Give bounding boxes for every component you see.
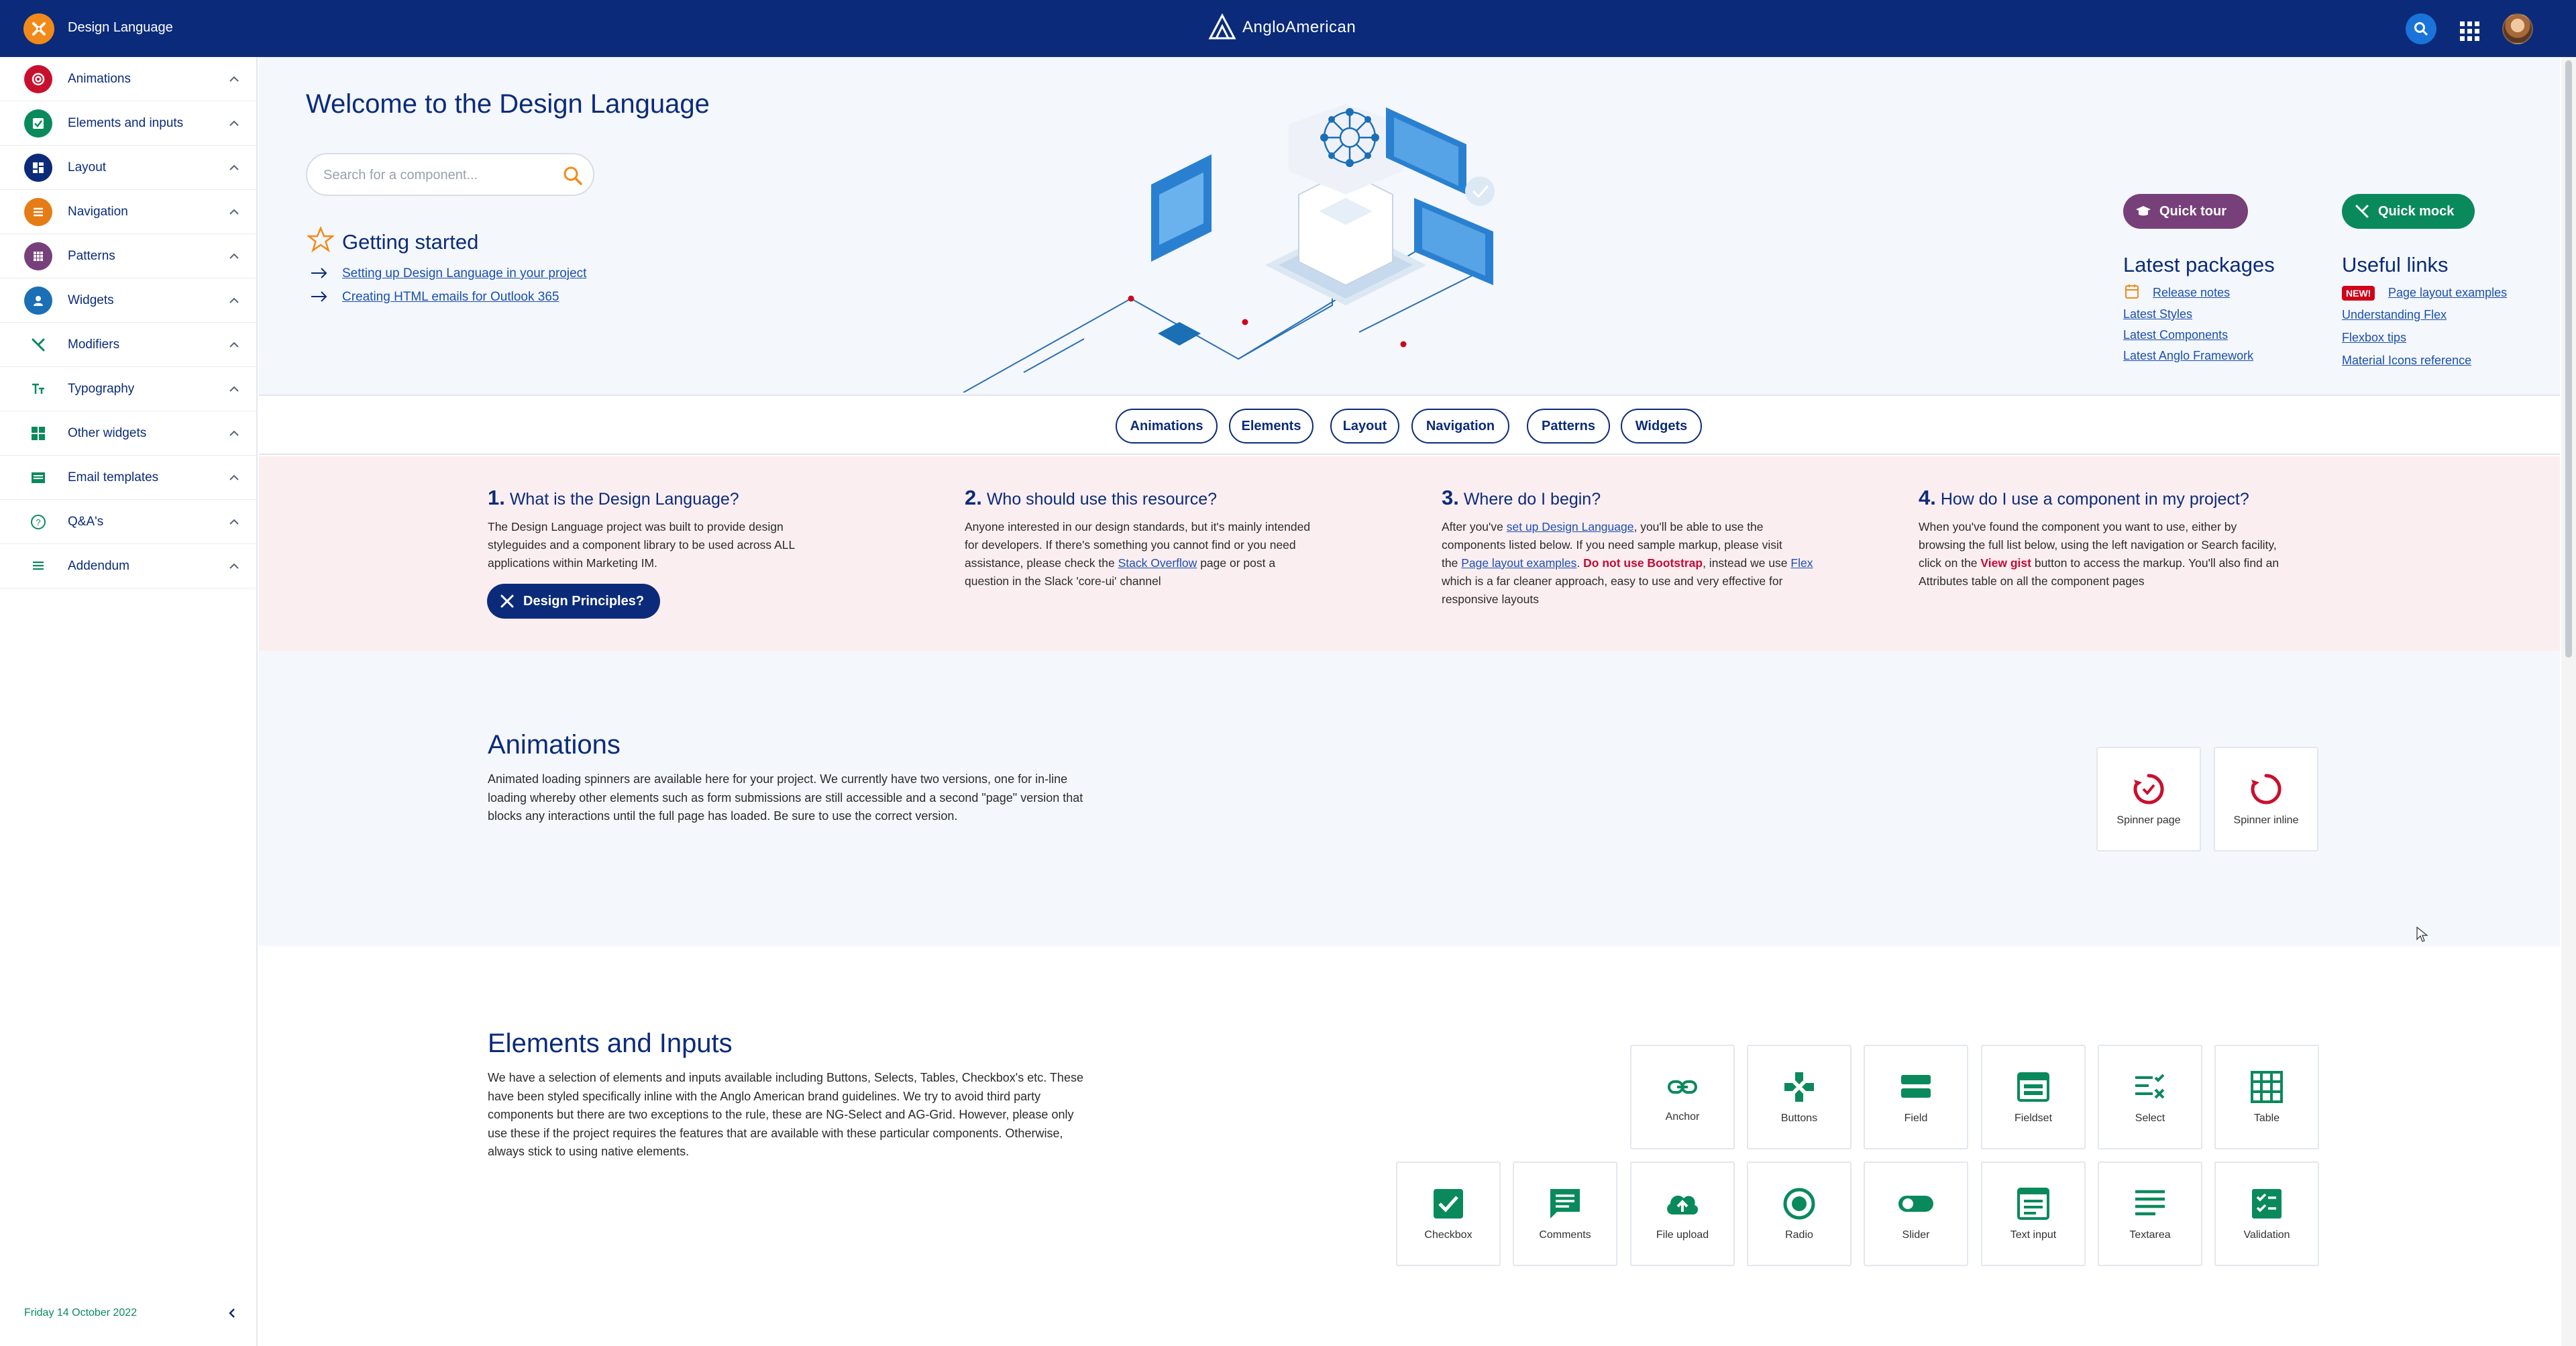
- sidebar-item-label: Navigation: [68, 204, 128, 219]
- quick-mock-label: Quick mock: [2378, 203, 2455, 219]
- faq-item-1: [488, 486, 904, 572]
- faq-answer: After you've set up Design Language, you'll be able to use the components listed below. If you need sample markup, please visit the Page layout examples. Do not use Bootstrap, instead we use Flex which is a far cleaner approach, easy to use and very effective for responsive layouts: [1442, 520, 1813, 606]
- chip-widgets[interactable]: Widgets: [1621, 409, 1702, 444]
- tile-radio[interactable]: Radio: [1747, 1161, 1851, 1266]
- faq-item-4: [1919, 486, 2334, 590]
- sidebar-item-navigation[interactable]: [0, 190, 258, 234]
- spinner-inline-icon: [2249, 772, 2284, 807]
- link-stack-overflow[interactable]: Stack Overflow: [1118, 556, 1197, 570]
- sidebar-item-label: Other widgets: [68, 425, 147, 440]
- sidebar-item-modifiers[interactable]: [0, 323, 258, 367]
- checkbox-icon: [24, 109, 52, 138]
- cloud-upload-icon: [1664, 1186, 1701, 1221]
- tile-buttons[interactable]: Buttons: [1747, 1045, 1851, 1149]
- tile-field[interactable]: Field: [1864, 1045, 1968, 1149]
- tile-spinner-inline[interactable]: Spinner inline: [2214, 747, 2318, 851]
- link-understanding-flex[interactable]: Understanding Flex: [2342, 308, 2447, 321]
- elements-description: We have a selection of elements and inputs available including Buttons, Selects, Tables, Checkbox's etc. These have been styled specifically inline with the Anglo American brand guidelines. We try to avoid third party components but there are two exceptions to the rule, these are NG-Select and AG-Grid. However, please only use these if the project requires the features that are available with these particular components. Otherwise, always stick to using native elements.: [488, 1071, 1083, 1158]
- grid-icon: [24, 242, 52, 270]
- chevron-up-icon[interactable]: [228, 162, 240, 174]
- quick-tour-button[interactable]: [2123, 194, 2248, 229]
- tile-select[interactable]: Select: [2098, 1045, 2202, 1149]
- chip-elements[interactable]: Elements: [1229, 409, 1313, 444]
- link-latest-components[interactable]: Latest Components: [2123, 328, 2229, 342]
- gamepad-icon: [1782, 1070, 1817, 1104]
- page-title: Welcome to the Design Language: [306, 89, 710, 119]
- tile-fieldset[interactable]: Fieldset: [1981, 1045, 2086, 1149]
- comment-icon: [1548, 1186, 1582, 1221]
- arrow-right-icon: [310, 266, 329, 280]
- toggle-icon: [1897, 1186, 1935, 1221]
- hero-illustration: [957, 77, 1627, 393]
- sidebar-item-label: Q&A's: [68, 514, 104, 529]
- faq-band: [259, 456, 2560, 651]
- calendar-icon: [2125, 283, 2139, 299]
- search-icon[interactable]: [562, 165, 584, 187]
- quick-tour-label: Quick tour: [2159, 203, 2227, 219]
- widgets-icon: [24, 419, 52, 448]
- select-icon: [2133, 1070, 2167, 1104]
- sidebar-item-label: Modifiers: [68, 337, 120, 352]
- widget-icon: [24, 287, 52, 315]
- chevron-up-icon[interactable]: [228, 250, 240, 262]
- current-date: Friday 14 October 2022: [24, 1307, 138, 1318]
- chip-layout[interactable]: Layout: [1330, 409, 1399, 444]
- chevron-up-icon[interactable]: [228, 295, 240, 307]
- radio-icon: [1782, 1186, 1817, 1221]
- faq-question: 3. Where do I begin?: [1442, 486, 1601, 509]
- sidebar-item-label: Email templates: [68, 470, 159, 484]
- tile-validation[interactable]: Validation: [2214, 1161, 2319, 1266]
- chevron-up-icon[interactable]: [228, 516, 240, 528]
- faq-answer: The Design Language project was built to provide design styleguides and a component library to be used across ALL applications within Marketing IM.: [488, 520, 796, 570]
- tools-icon: [24, 331, 52, 359]
- link-latest-styles[interactable]: Latest Styles: [2123, 307, 2193, 321]
- sidebar-item-label: Addendum: [68, 558, 129, 573]
- checklist-icon: [2249, 1186, 2284, 1221]
- tile-textarea[interactable]: Textarea: [2098, 1161, 2202, 1266]
- link-latest-anglo-framework[interactable]: Latest Anglo Framework: [2123, 349, 2254, 362]
- new-badge: NEW!: [2342, 286, 2375, 301]
- chevron-up-icon[interactable]: [228, 206, 240, 218]
- link-page-layout-examples[interactable]: Page layout examples: [2388, 286, 2508, 299]
- tile-slider[interactable]: Slider: [1864, 1161, 1968, 1266]
- sidebar-item-elements-and-inputs[interactable]: [0, 101, 258, 146]
- hero-section: [259, 57, 2560, 396]
- link-flex[interactable]: Flex: [1790, 556, 1813, 570]
- design-principles-button[interactable]: [487, 584, 660, 619]
- link-html-emails[interactable]: Creating HTML emails for Outlook 365: [342, 290, 559, 304]
- faq-answer: Anyone interested in our design standards, but it's mainly intended for developers. If there's something you cannot find or you need assistance, please check the Stack Overflow page or post a question in the Slack 'core-ui' channel: [965, 520, 1311, 588]
- tile-text-input[interactable]: Text input: [1981, 1161, 2086, 1266]
- spinner-icon: [24, 65, 52, 93]
- sidebar-item-label: Animations: [68, 71, 131, 86]
- apps-grid-icon[interactable]: [2455, 17, 2479, 41]
- sidebar-item-patterns[interactable]: [0, 234, 258, 278]
- sidebar-item-email-templates[interactable]: [0, 456, 258, 500]
- link-icon: [1666, 1071, 1699, 1103]
- help-icon: [24, 508, 52, 536]
- sidebar-item-label: Patterns: [68, 248, 115, 263]
- chevron-up-icon[interactable]: [228, 472, 240, 484]
- scrollbar-thumb[interactable]: [2565, 60, 2572, 658]
- faq-question: 4. How do I use a component in my project?: [1919, 486, 2249, 509]
- link-release-notes[interactable]: Release notes: [2153, 286, 2231, 299]
- sidebar-item-label: Typography: [68, 381, 135, 396]
- tile-spinner-page[interactable]: Spinner page: [2096, 747, 2201, 851]
- chevron-up-icon[interactable]: [228, 383, 240, 395]
- chevron-up-icon[interactable]: [228, 117, 240, 130]
- dashboard-icon: [24, 154, 52, 182]
- useful-links-title: Useful links: [2342, 253, 2449, 276]
- tile-comments[interactable]: Comments: [1513, 1161, 1617, 1266]
- faq-item-3: [1442, 486, 1858, 609]
- textarea-icon: [2133, 1186, 2167, 1221]
- faq-question: 1. What is the Design Language?: [488, 486, 739, 509]
- tile-anchor[interactable]: Anchor: [1630, 1045, 1735, 1149]
- menu-icon: [24, 198, 52, 226]
- tools-icon: [2354, 203, 2370, 219]
- section-chip-nav: [259, 397, 2560, 455]
- chevron-up-icon[interactable]: [228, 73, 240, 85]
- quick-mock-button[interactable]: [2342, 194, 2475, 229]
- graduation-cap-icon: [2135, 204, 2151, 219]
- user-avatar[interactable]: [2502, 13, 2533, 44]
- chip-animations[interactable]: Animations: [1116, 409, 1218, 444]
- sidebar-item-label: Widgets: [68, 293, 114, 307]
- sidebar-item-other-widgets[interactable]: [0, 411, 258, 456]
- field-icon: [1898, 1070, 1933, 1104]
- link-set-up-design-language[interactable]: set up Design Language: [1506, 520, 1634, 533]
- sidebar: [0, 57, 258, 1346]
- faq-question: 2. Who should use this resource?: [965, 486, 1218, 509]
- collapse-sidebar-icon[interactable]: [225, 1306, 239, 1320]
- chevron-up-icon[interactable]: [228, 427, 240, 439]
- anglo-american-logo-icon: [1208, 13, 1237, 42]
- top-bar: [0, 0, 2576, 57]
- text-input-icon: [2016, 1186, 2051, 1221]
- tools-icon: [499, 593, 515, 609]
- link-material-icons-reference[interactable]: Material Icons reference: [2342, 354, 2472, 367]
- elements-title: Elements and Inputs: [488, 1029, 733, 1058]
- sidebar-item-animations[interactable]: [0, 57, 258, 101]
- chevron-up-icon[interactable]: [228, 339, 240, 351]
- table-icon: [2249, 1070, 2284, 1104]
- design-principles-label: Design Principles?: [523, 593, 645, 609]
- app-title: Design Language: [68, 20, 173, 35]
- list-icon: [24, 552, 52, 580]
- chip-navigation[interactable]: Navigation: [1411, 409, 1509, 444]
- arrow-right-icon: [310, 290, 329, 303]
- brand-name: AngloAmerican: [1242, 18, 1356, 36]
- sidebar-item-typography[interactable]: [0, 367, 258, 411]
- anglo-american-logo: [1208, 13, 1356, 42]
- tile-file-upload[interactable]: File upload: [1630, 1161, 1735, 1266]
- chip-patterns[interactable]: Patterns: [1527, 409, 1610, 444]
- link-flexbox-tips[interactable]: Flexbox tips: [2342, 331, 2407, 344]
- latest-packages-title: Latest packages: [2123, 253, 2275, 276]
- svg-text:?: ?: [36, 517, 41, 527]
- search-box[interactable]: [306, 153, 594, 196]
- sidebar-item-label: Layout: [68, 160, 107, 174]
- animations-description: Animated loading spinners are available here for your project. We currently have two versions, one for in-line loading whereby other elements such as form submissions are still accessible and a second "page" version that blocks any interactions until the full page has loaded. Be sure to use the correct version.: [488, 772, 1083, 823]
- text-icon: [24, 375, 52, 403]
- search-input[interactable]: [323, 165, 551, 185]
- faq-answer: When you've found the component you want to use, either by browsing the full list below, using the left navigation or Search facility, click on the View gist button to access the markup. You'll also find an Attributes table on all the component pages: [1919, 520, 2279, 588]
- animations-title: Animations: [488, 730, 621, 760]
- sidebar-item-label: Elements and inputs: [68, 115, 184, 130]
- email-icon: [24, 464, 52, 492]
- sidebar-item-widgets[interactable]: [0, 278, 258, 323]
- chevron-up-icon[interactable]: [228, 560, 240, 572]
- star-icon: [307, 226, 334, 253]
- brand-logo-icon[interactable]: [23, 13, 54, 44]
- getting-started-title: Getting started: [342, 230, 479, 254]
- tile-table[interactable]: Table: [2214, 1045, 2319, 1149]
- search-icon[interactable]: [2406, 13, 2436, 44]
- faq-item-2: [965, 486, 1381, 590]
- sidebar-item-layout[interactable]: [0, 146, 258, 190]
- link-setting-up-design-language[interactable]: Setting up Design Language in your project: [342, 266, 587, 280]
- checkbox-icon: [1431, 1186, 1466, 1221]
- tile-checkbox[interactable]: Checkbox: [1396, 1161, 1501, 1266]
- sidebar-item-addendum[interactable]: [0, 544, 258, 588]
- sidebar-item-qas[interactable]: [0, 500, 258, 544]
- mouse-cursor-icon: [2416, 927, 2428, 943]
- link-page-layout-examples[interactable]: Page layout examples: [1461, 556, 1577, 570]
- spinner-page-icon: [2131, 772, 2166, 807]
- fieldset-icon: [2016, 1070, 2051, 1104]
